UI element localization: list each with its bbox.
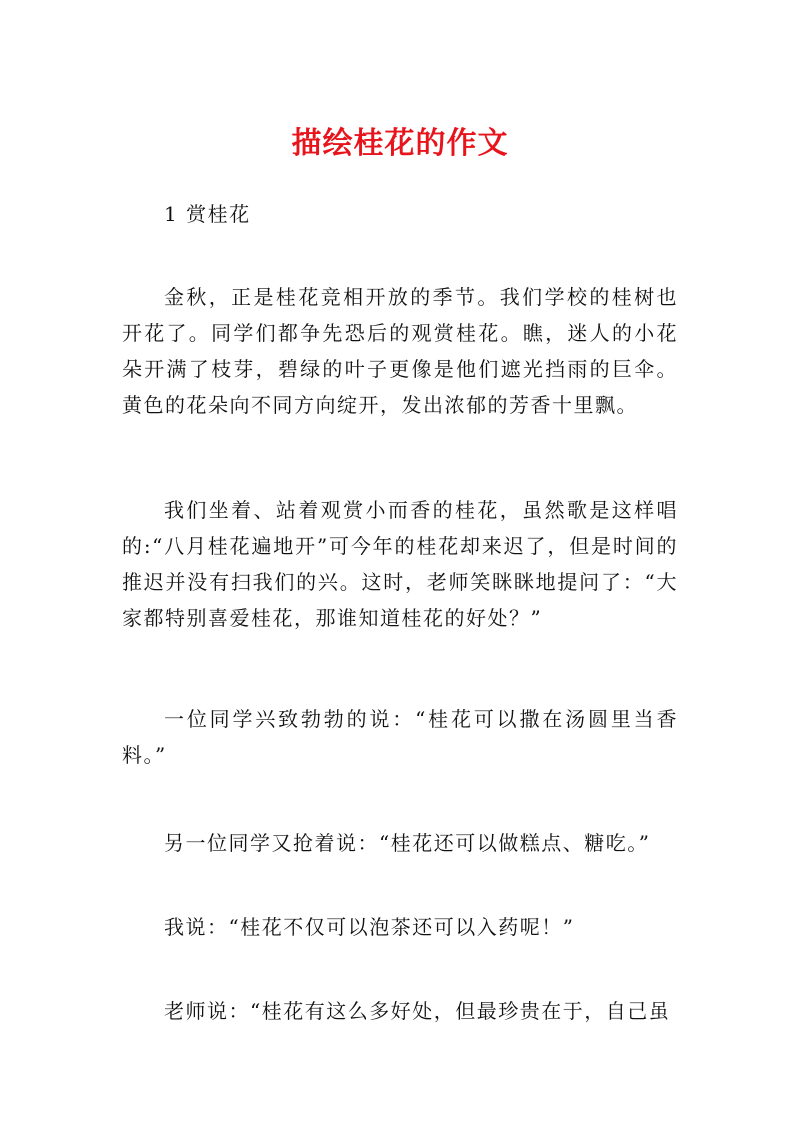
section-heading: 1 赏桂花 <box>164 202 251 226</box>
paragraph-3: 一位同学兴致勃勃的说：“桂花可以撒在汤圆里当香料。” <box>122 707 678 767</box>
paragraph-6: 老师说：“桂花有这么多好处，但最珍贵在于，自己虽 <box>164 999 671 1023</box>
paragraph-2: 我们坐着、站着观赏小而香的桂花，虽然歌是这样唱的:“八月桂花遍地开”可今年的桂花却来迟了，但是时间的推迟并没有扫我们的兴。这时，老师笑眯眯地提问了：“大家都特别喜爱桂花，那谁知道桂花的好处？” <box>122 498 678 630</box>
paragraph-4: 另一位同学又抢着说：“桂花还可以做糕点、糖吃。” <box>164 831 651 855</box>
page-title: 描绘桂花的作文 <box>291 126 509 161</box>
paragraph-1: 金秋，正是桂花竞相开放的季节。我们学校的桂树也开花了。同学们都争先恐后的观赏桂花。瞧，迷人的小花朵开满了枝芽，碧绿的叶子更像是他们遮光挡雨的巨伞。黄色的花朵向不同方向绽开，发出浓郁的芳香十里飘。 <box>122 285 678 417</box>
paragraph-5: 我说：“桂花不仅可以泡茶还可以入药呢！” <box>164 915 575 939</box>
